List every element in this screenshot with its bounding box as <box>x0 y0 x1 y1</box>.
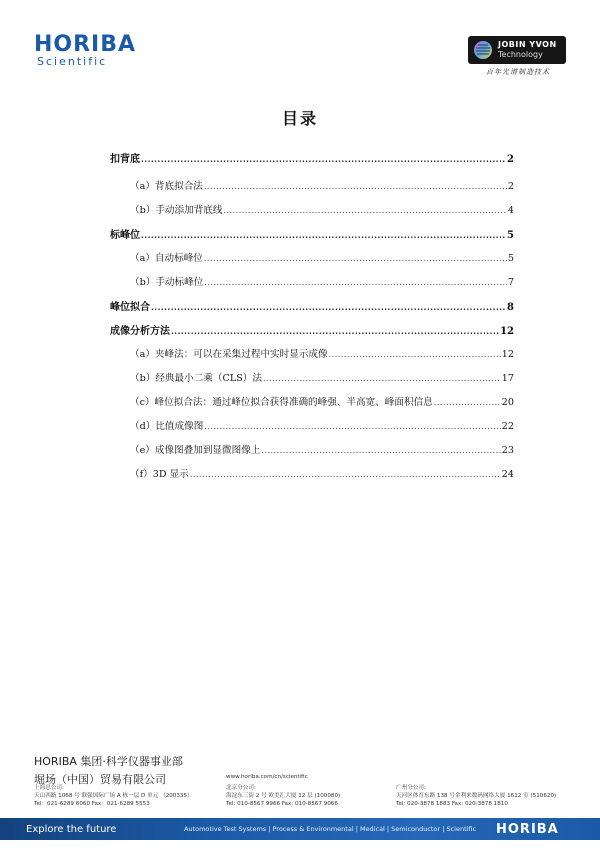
toc-entry-label: （b）手动添加背底线 <box>130 205 223 216</box>
toc-entry-label: （a）夹峰法：可以在采集过程中实时显示成像 <box>130 349 328 360</box>
page-title: 目录 <box>281 109 318 128</box>
toc-entry-page: 23 <box>501 445 514 456</box>
toc-entry[interactable] <box>110 276 514 290</box>
jy-line1: JOBIN YVON <box>498 40 557 49</box>
toc-entry-page: 12 <box>500 326 514 337</box>
toc-entry-page: 24 <box>501 469 514 480</box>
toc-entry-label: （b）手动标峰位 <box>130 277 204 288</box>
toc-leader-dots <box>151 300 506 314</box>
toc-leader-dots <box>434 396 501 410</box>
toc-entry-page: 2 <box>507 181 514 192</box>
toc-entry[interactable] <box>110 204 514 218</box>
office-shanghai: 上海总公司: 天山西路 1068 号 联强国际广场 A 栋一层 D 单元 （200335） Tel：021-6289 6060 Fax：021-6289 5553 <box>34 785 193 807</box>
toc-leader-dots <box>204 420 500 434</box>
toc-leader-dots <box>204 180 507 194</box>
toc-entry-label: 扣背底 <box>110 154 140 165</box>
toc-entry-label: （b）经典最小二乘（CLS）法 <box>130 373 262 384</box>
jy-line2: Technology <box>498 50 543 59</box>
toc-entry-page: 8 <box>507 302 514 313</box>
toc-entry[interactable] <box>110 468 514 482</box>
toc-entry-label: （a）自动标峰位 <box>130 253 203 264</box>
toc-leader-dots <box>204 252 507 266</box>
toc-entry-page: 5 <box>507 230 514 241</box>
toc-entry-page: 2 <box>507 154 514 165</box>
footer-bar <box>0 818 600 840</box>
office-guangzhou: 广州分公司: 天河区体育东路 138 号金利来数码网络大厦 1612 室 (510620) Tel: 020-3878 1883 Fax: 020-3878 1810 <box>396 785 557 807</box>
footer-horiba-logo: HORIBA <box>496 821 559 837</box>
toc-leader-dots <box>141 152 506 166</box>
toc-entry-page: 12 <box>501 349 514 360</box>
toc-entry-label: （e）成像图叠加到显微图像上 <box>130 445 261 456</box>
company-line2: 堀场（中国）贸易有限公司 <box>34 773 166 786</box>
toc-entry[interactable] <box>110 396 514 410</box>
toc-entry-label: （f）3D 显示 <box>130 469 189 480</box>
toc-entry[interactable] <box>110 372 514 386</box>
toc-leader-dots <box>141 228 506 242</box>
toc-entry-label: 峰位拟合 <box>110 302 150 313</box>
logo-sub: Scientific <box>37 55 108 68</box>
toc-entry-label: （c）峰位拟合法：通过峰位拟合获得准确的峰强、半高宽、峰面积信息 <box>130 397 433 408</box>
toc-entry-page: 17 <box>501 373 514 384</box>
toc-entry[interactable] <box>110 420 514 434</box>
office-beijing: 北京分公司: 海淀东三街 2 号 欧美汇大厦 12 层 (100080) Tel: 010-8567 9966 Fax: 010-8567 9066 <box>226 785 341 807</box>
toc-entry-page: 20 <box>501 397 514 408</box>
toc-leader-dots <box>263 372 501 386</box>
company-line1: HORIBA 集团·科学仪器事业部 <box>34 755 183 768</box>
toc-entry-page: 22 <box>501 421 514 432</box>
toc-entry-page: 7 <box>507 277 514 288</box>
toc-entry[interactable] <box>110 152 514 167</box>
toc-entry[interactable] <box>110 228 514 243</box>
toc-leader-dots <box>204 276 507 290</box>
toc-entry[interactable] <box>110 300 514 315</box>
footer-tagline: Explore the future <box>26 823 117 835</box>
toc-entry-label: 标峰位 <box>110 230 140 241</box>
toc-entry[interactable] <box>110 348 514 362</box>
toc-entry-label: （a）背底拟合法 <box>130 181 203 192</box>
website-link[interactable]: www.horiba.com/cn/scientific <box>226 774 308 780</box>
toc-leader-dots <box>224 204 507 218</box>
toc-leader-dots <box>329 348 501 362</box>
jobin-yvon-mark-icon <box>473 40 493 60</box>
jobin-yvon-logo <box>468 36 566 64</box>
toc-entry-page: 5 <box>507 253 514 264</box>
horiba-scientific-logo <box>34 34 136 68</box>
jy-slogan: 百年光谱制造技术 <box>486 68 550 76</box>
toc-leader-dots <box>261 444 500 458</box>
toc-leader-dots <box>190 468 501 482</box>
logo-brand: HORIBA <box>34 32 137 57</box>
footer-divisions: Automotive Test Systems | Process & Environmental | Medical | Semiconductor | Scientific <box>184 825 477 833</box>
toc-entry-label: 成像分析方法 <box>110 326 170 337</box>
footer-company <box>34 754 183 788</box>
toc-entry[interactable] <box>110 180 514 194</box>
toc-entry[interactable] <box>110 252 514 266</box>
toc-entry[interactable] <box>110 444 514 458</box>
toc-entry-page: 4 <box>507 205 514 216</box>
toc-leader-dots <box>171 324 499 338</box>
toc-entry[interactable] <box>110 324 514 339</box>
toc-entry-label: （d）比值成像图 <box>130 421 204 432</box>
